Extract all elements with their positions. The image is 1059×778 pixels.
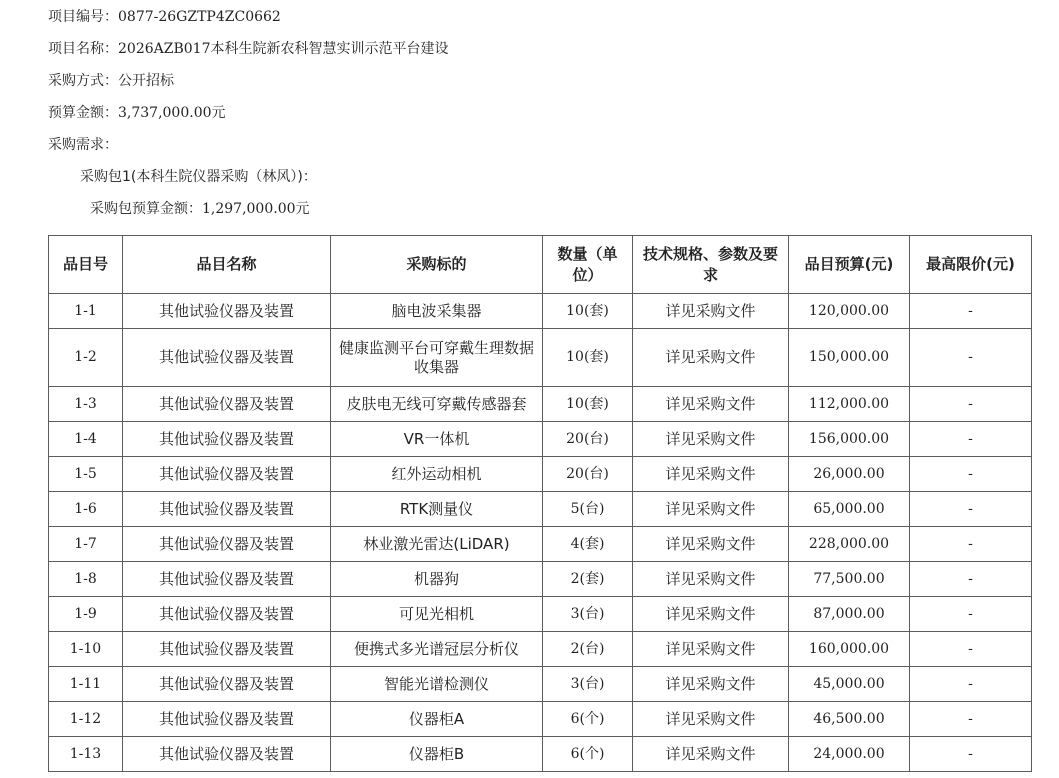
procurement-method-line [48, 71, 174, 91]
max-price-cell: - [910, 597, 1032, 632]
quantity-cell: 3(台) [543, 667, 633, 702]
subject-cell: 仪器柜B [331, 737, 543, 772]
quantity-cell: 5(台) [543, 492, 633, 527]
category-cell: 其他试验仪器及装置 [123, 702, 331, 737]
quantity-cell: 6(个) [543, 737, 633, 772]
budget-amount-label: 预算金额： [48, 105, 118, 121]
budget-cell: 87,000.00 [789, 597, 910, 632]
table-row [49, 667, 1032, 702]
item-no-cell: 1-10 [49, 632, 123, 667]
spec-cell: 详见采购文件 [633, 387, 789, 422]
category-cell: 其他试验仪器及装置 [123, 632, 331, 667]
table-row [49, 422, 1032, 457]
max-price-cell: - [910, 632, 1032, 667]
item-no-cell: 1-11 [49, 667, 123, 702]
package-budget-value: 1,297,000.00元 [202, 201, 310, 217]
subject-cell: 脑电波采集器 [331, 294, 543, 329]
max-price-cell: - [910, 737, 1032, 772]
column-header-item-no: 品目号 [49, 236, 123, 294]
project-name-line [48, 39, 448, 59]
table-row [49, 562, 1032, 597]
project-number-label: 项目编号： [48, 9, 118, 25]
table-header-row [49, 236, 1032, 294]
item-no-cell: 1-7 [49, 527, 123, 562]
table-row [49, 737, 1032, 772]
spec-cell: 详见采购文件 [633, 329, 789, 387]
item-no-cell: 1-2 [49, 329, 123, 387]
column-header-max-price: 最高限价(元) [910, 236, 1032, 294]
procurement-method-label: 采购方式： [48, 73, 118, 89]
category-cell: 其他试验仪器及装置 [123, 387, 331, 422]
item-no-cell: 1-5 [49, 457, 123, 492]
item-no-cell: 1-8 [49, 562, 123, 597]
subject-cell: RTK测量仪 [331, 492, 543, 527]
max-price-cell: - [910, 492, 1032, 527]
table-row [49, 702, 1032, 737]
quantity-cell: 10(套) [543, 294, 633, 329]
table-row [49, 632, 1032, 667]
category-cell: 其他试验仪器及装置 [123, 562, 331, 597]
subject-cell: 红外运动相机 [331, 457, 543, 492]
budget-cell: 112,000.00 [789, 387, 910, 422]
column-header-category: 品目名称 [123, 236, 331, 294]
max-price-cell: - [910, 329, 1032, 387]
package-budget-label: 采购包预算金额： [90, 201, 202, 217]
spec-cell: 详见采购文件 [633, 632, 789, 667]
project-name-label: 项目名称： [48, 41, 118, 57]
quantity-cell: 4(套) [543, 527, 633, 562]
item-no-cell: 1-4 [49, 422, 123, 457]
spec-cell: 详见采购文件 [633, 702, 789, 737]
spec-cell: 详见采购文件 [633, 294, 789, 329]
spec-cell: 详见采购文件 [633, 667, 789, 702]
quantity-cell: 10(套) [543, 387, 633, 422]
item-no-cell: 1-13 [49, 737, 123, 772]
item-no-cell: 1-3 [49, 387, 123, 422]
subject-cell: 可见光相机 [331, 597, 543, 632]
max-price-cell: - [910, 702, 1032, 737]
spec-cell: 详见采购文件 [633, 562, 789, 597]
table-row [49, 492, 1032, 527]
max-price-cell: - [910, 387, 1032, 422]
subject-cell: 智能光谱检测仪 [331, 667, 543, 702]
subject-cell: 便携式多光谱冠层分析仪 [331, 632, 543, 667]
project-number-line [48, 7, 281, 27]
quantity-cell: 3(台) [543, 597, 633, 632]
procurement-method-value: 公开招标 [118, 73, 174, 89]
item-no-cell: 1-9 [49, 597, 123, 632]
procurement-items-table [48, 235, 1032, 772]
budget-cell: 156,000.00 [789, 422, 910, 457]
column-header-quantity: 数量（单位） [543, 236, 633, 294]
budget-cell: 120,000.00 [789, 294, 910, 329]
budget-cell: 77,500.00 [789, 562, 910, 597]
table-row [49, 294, 1032, 329]
procurement-requirements-line [48, 135, 118, 155]
table-row [49, 527, 1032, 562]
package-label: 采购包1(本科生院仪器采购（林风）)： [80, 169, 317, 185]
category-cell: 其他试验仪器及装置 [123, 329, 331, 387]
subject-cell: 机器狗 [331, 562, 543, 597]
budget-cell: 45,000.00 [789, 667, 910, 702]
max-price-cell: - [910, 457, 1032, 492]
budget-cell: 24,000.00 [789, 737, 910, 772]
budget-cell: 65,000.00 [789, 492, 910, 527]
subject-cell: 仪器柜A [331, 702, 543, 737]
subject-cell: 健康监测平台可穿戴生理数据收集器 [331, 329, 543, 387]
subject-cell: 皮肤电无线可穿戴传感器套 [331, 387, 543, 422]
spec-cell: 详见采购文件 [633, 492, 789, 527]
project-name-value: 2026AZB017本科生院新农科智慧实训示范平台建设 [118, 41, 449, 57]
category-cell: 其他试验仪器及装置 [123, 667, 331, 702]
table-row [49, 329, 1032, 387]
spec-cell: 详见采购文件 [633, 597, 789, 632]
quantity-cell: 6(个) [543, 702, 633, 737]
budget-cell: 26,000.00 [789, 457, 910, 492]
category-cell: 其他试验仪器及装置 [123, 527, 331, 562]
item-no-cell: 1-12 [49, 702, 123, 737]
category-cell: 其他试验仪器及装置 [123, 737, 331, 772]
category-cell: 其他试验仪器及装置 [123, 294, 331, 329]
spec-cell: 详见采购文件 [633, 457, 789, 492]
subject-cell: 林业激光雷达(LiDAR) [331, 527, 543, 562]
category-cell: 其他试验仪器及装置 [123, 492, 331, 527]
quantity-cell: 10(套) [543, 329, 633, 387]
max-price-cell: - [910, 527, 1032, 562]
budget-cell: 160,000.00 [789, 632, 910, 667]
max-price-cell: - [910, 562, 1032, 597]
procurement-requirements-label: 采购需求： [48, 137, 118, 153]
spec-cell: 详见采购文件 [633, 422, 789, 457]
max-price-cell: - [910, 667, 1032, 702]
column-header-spec: 技术规格、参数及要求 [633, 236, 789, 294]
column-header-subject: 采购标的 [331, 236, 543, 294]
budget-amount-line [48, 103, 226, 123]
project-number-value: 0877-26GZTP4ZC0662 [118, 9, 281, 25]
spec-cell: 详见采购文件 [633, 527, 789, 562]
column-header-budget: 品目预算(元) [789, 236, 910, 294]
table-row [49, 387, 1032, 422]
quantity-cell: 2(套) [543, 562, 633, 597]
table-body [49, 294, 1032, 772]
category-cell: 其他试验仪器及装置 [123, 597, 331, 632]
budget-cell: 46,500.00 [789, 702, 910, 737]
package-budget-line [90, 199, 310, 219]
budget-cell: 228,000.00 [789, 527, 910, 562]
subject-cell: VR一体机 [331, 422, 543, 457]
package-heading [80, 167, 317, 187]
max-price-cell: - [910, 422, 1032, 457]
budget-cell: 150,000.00 [789, 329, 910, 387]
max-price-cell: - [910, 294, 1032, 329]
category-cell: 其他试验仪器及装置 [123, 422, 331, 457]
quantity-cell: 20(台) [543, 457, 633, 492]
item-no-cell: 1-6 [49, 492, 123, 527]
spec-cell: 详见采购文件 [633, 737, 789, 772]
table-row [49, 597, 1032, 632]
quantity-cell: 20(台) [543, 422, 633, 457]
quantity-cell: 2(台) [543, 632, 633, 667]
table-row [49, 457, 1032, 492]
budget-amount-value: 3,737,000.00元 [118, 105, 226, 121]
category-cell: 其他试验仪器及装置 [123, 457, 331, 492]
item-no-cell: 1-1 [49, 294, 123, 329]
